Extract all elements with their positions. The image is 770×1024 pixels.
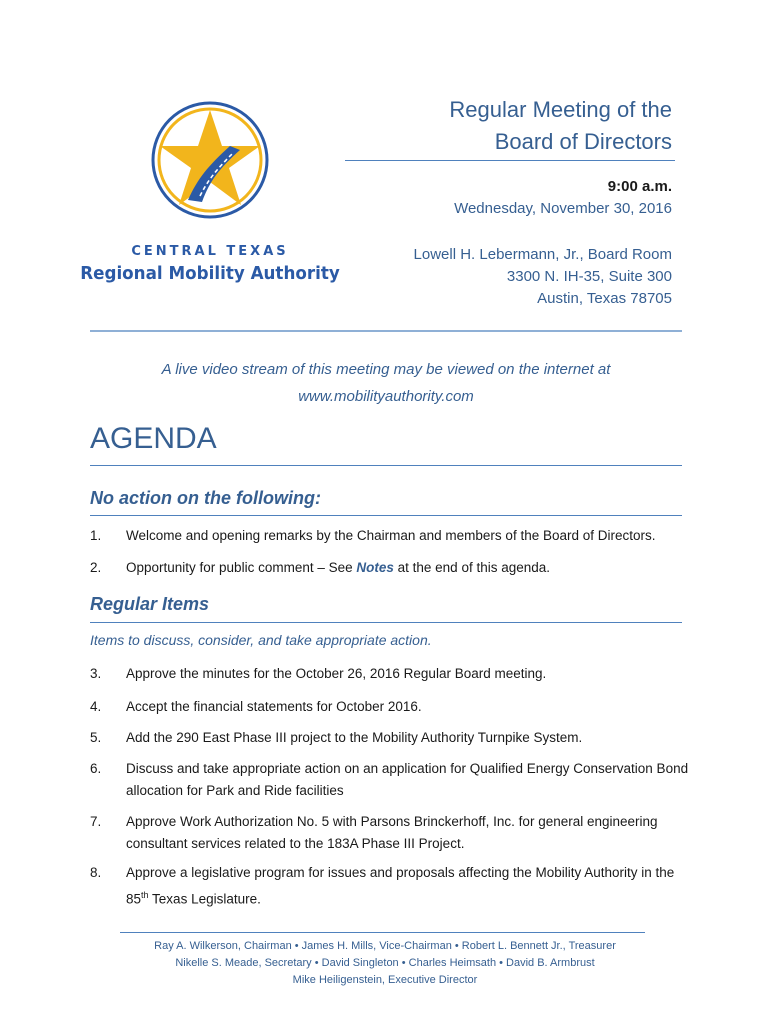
footer-line2: Nikelle S. Meade, Secretary • David Singleton • Charles Heimsath • David B. Armbrust: [175, 957, 595, 969]
agenda-item: [90, 696, 690, 718]
agenda-item: [90, 525, 690, 547]
item-text-part: Opportunity for public comment – See: [126, 560, 357, 575]
agenda-item: [90, 811, 690, 855]
agenda-item: [90, 862, 690, 911]
meeting-date: Wednesday, November 30, 2016: [454, 200, 672, 217]
section-divider-regular-items: [90, 622, 682, 623]
item-number: 8.: [90, 865, 102, 880]
section-heading-regular-items: Regular Items: [90, 594, 210, 614]
section-divider-no-action: [90, 515, 682, 516]
agenda-divider: [90, 465, 682, 466]
item-number: 2.: [90, 560, 102, 575]
item-text: [126, 862, 690, 911]
agenda-item: [90, 663, 690, 685]
item-number: 7.: [90, 814, 102, 829]
stream-notice: [90, 356, 682, 410]
header-divider: [90, 330, 682, 332]
footer-line3: Mike Heiligenstein, Executive Director: [292, 974, 478, 986]
section-subheading: Items to discuss, consider, and take appropriate action.: [90, 632, 432, 648]
ordinal-suffix: th: [141, 890, 149, 900]
location-line3: Austin, Texas 78705: [537, 290, 672, 307]
item-text: Approve the minutes for the October 26, 2016 Regular Board meeting.: [126, 666, 547, 681]
agenda-item: [90, 758, 690, 802]
section-heading-no-action: No action on the following:: [90, 488, 321, 508]
meeting-title: [449, 94, 672, 158]
item-number: 3.: [90, 666, 102, 681]
footer-divider: [120, 932, 645, 933]
meeting-time: 9:00 a.m.: [607, 178, 672, 195]
board-members-footer: [0, 938, 770, 989]
title-divider: [345, 160, 675, 161]
item-text: Add the 290 East Phase III project to the Mobility Authority Turnpike System.: [126, 730, 583, 745]
location-line1: Lowell H. Lebermann, Jr., Board Room: [413, 246, 672, 263]
item-text-part: Texas Legislature.: [148, 891, 261, 907]
meeting-location: [414, 244, 672, 310]
item-text-part: at the end of this agenda.: [393, 560, 551, 575]
meeting-title-line1: Regular Meeting of the: [449, 97, 672, 122]
item-text: Approve Work Authorization No. 5 with Parsons Brinckerhoff, Inc. for general engineering consultant services related to the 183A Phase III Project.: [126, 814, 658, 851]
item-text: [126, 557, 690, 579]
footer-line1: Ray A. Wilkerson, Chairman • James H. Mills, Vice-Chairman • Robert L. Bennett Jr., Treasurer: [154, 940, 616, 952]
stream-link[interactable]: www.mobilityauthority.com: [298, 388, 474, 405]
item-text: Accept the financial statements for October 2016.: [126, 699, 422, 714]
item-number: 4.: [90, 699, 102, 714]
item-text: Welcome and opening remarks by the Chairman and members of the Board of Directors.: [126, 528, 656, 543]
item-number: 5.: [90, 730, 102, 745]
notes-reference: Notes: [356, 560, 394, 575]
agenda-title: AGENDA: [90, 422, 217, 455]
location-line2: 3300 N. IH-35, Suite 300: [506, 268, 672, 285]
stream-text: A live video stream of this meeting may be viewed on the internet at: [161, 361, 611, 378]
item-number: 1.: [90, 528, 102, 543]
item-number: 6.: [90, 761, 102, 776]
organization-name-line2: Regional Mobility Authority: [80, 263, 340, 284]
item-text-part: Approve a legislative program for issues and proposals affecting the Mobility Authority in the 85: [126, 865, 675, 907]
organization-name-line1: CENTRAL TEXAS: [131, 244, 289, 259]
star-road-seal-icon: [150, 100, 270, 220]
item-text: Discuss and take appropriate action on an application for Qualified Energy Conservation Bond allocation for Park and Ride facilities: [126, 761, 689, 798]
meeting-title-line2: Board of Directors: [494, 129, 672, 154]
agenda-item: [90, 727, 690, 749]
agenda-item: [90, 557, 690, 579]
